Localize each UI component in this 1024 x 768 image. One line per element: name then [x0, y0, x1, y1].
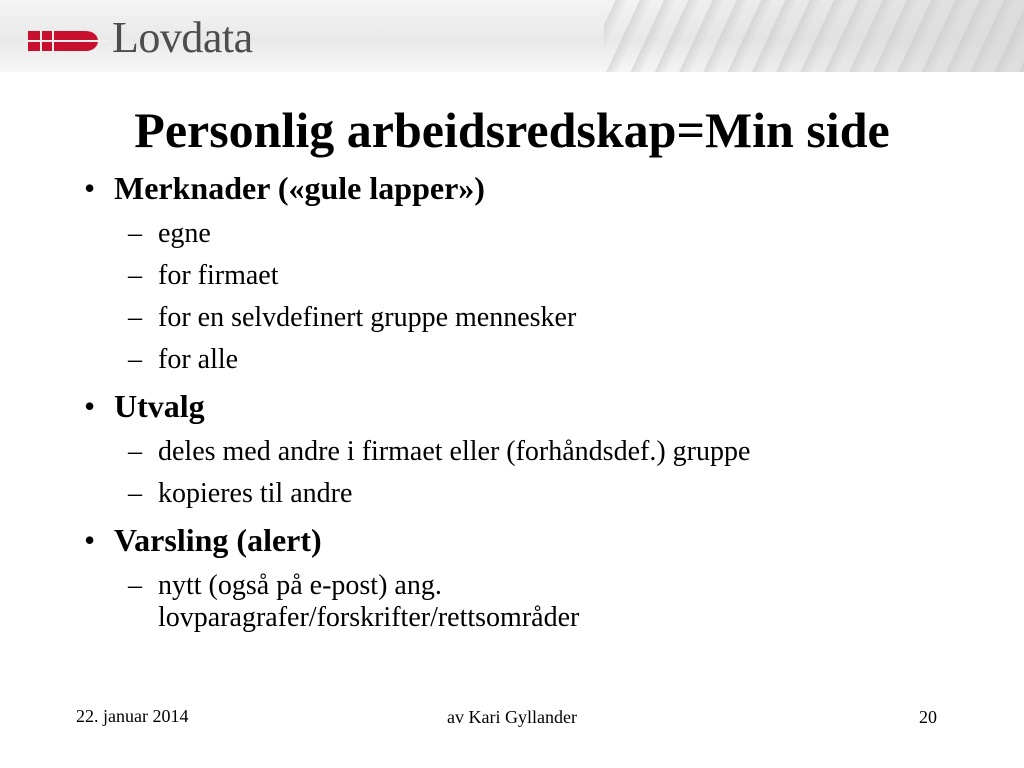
sub-bullet-text: kopieres til andre [158, 478, 353, 509]
sub-bullet-item [128, 260, 984, 292]
footer-page-number: 20 [919, 707, 937, 727]
logo-text: Lovdata [112, 13, 253, 62]
bullet-item [84, 168, 984, 208]
sub-bullet-marker: – [128, 260, 142, 291]
sub-bullet-text: for en selvdefinert gruppe mennesker [158, 302, 577, 333]
bullet-text: Varsling (alert) [114, 522, 322, 558]
sub-bullet-marker: – [128, 218, 142, 249]
sub-bullet-marker: – [128, 302, 142, 333]
sub-bullet-item [128, 344, 984, 376]
sub-bullet-item [128, 478, 984, 510]
bullet-marker: • [84, 170, 96, 206]
sub-bullet-text: deles med andre i firmaet eller (forhåndsdef.) gruppe [158, 436, 751, 467]
sub-bullet-text: for firmaet [158, 260, 279, 291]
sub-bullet-marker: – [128, 344, 142, 375]
bullet-list [84, 168, 984, 634]
header-band [0, 0, 1024, 72]
lovdata-logo [28, 14, 253, 62]
bullet-group [84, 386, 984, 510]
sub-bullet-item [128, 302, 984, 334]
bullet-marker: • [84, 522, 96, 558]
sub-bullet-text: egne [158, 218, 211, 249]
bullet-group [84, 168, 984, 376]
sub-bullet-marker: – [128, 436, 142, 467]
bullet-item [84, 386, 984, 426]
sub-bullet-item [128, 218, 984, 250]
header-decoration [604, 0, 1024, 72]
sub-bullet-item [128, 436, 984, 468]
sub-bullet-text: for alle [158, 344, 239, 375]
lovdata-logo-mark-icon [28, 19, 110, 57]
bullet-text: Merknader («gule lapper») [114, 170, 485, 206]
footer-date: 22. januar 2014 [76, 706, 189, 726]
sub-bullet-text: nytt (også på e-post) ang. lovparagrafer/forskrifter/rettsområder [158, 570, 580, 633]
sub-bullet-item [128, 570, 984, 634]
bullet-group [84, 520, 984, 634]
sub-bullet-marker: – [128, 478, 142, 509]
sub-bullet-marker: – [128, 570, 142, 601]
bullet-marker: • [84, 388, 96, 424]
slide-title: Personlig arbeidsredskap=Min side [134, 102, 890, 158]
footer-author: av Kari Gyllander [447, 707, 577, 727]
bullet-item [84, 520, 984, 560]
bullet-text: Utvalg [114, 388, 205, 424]
